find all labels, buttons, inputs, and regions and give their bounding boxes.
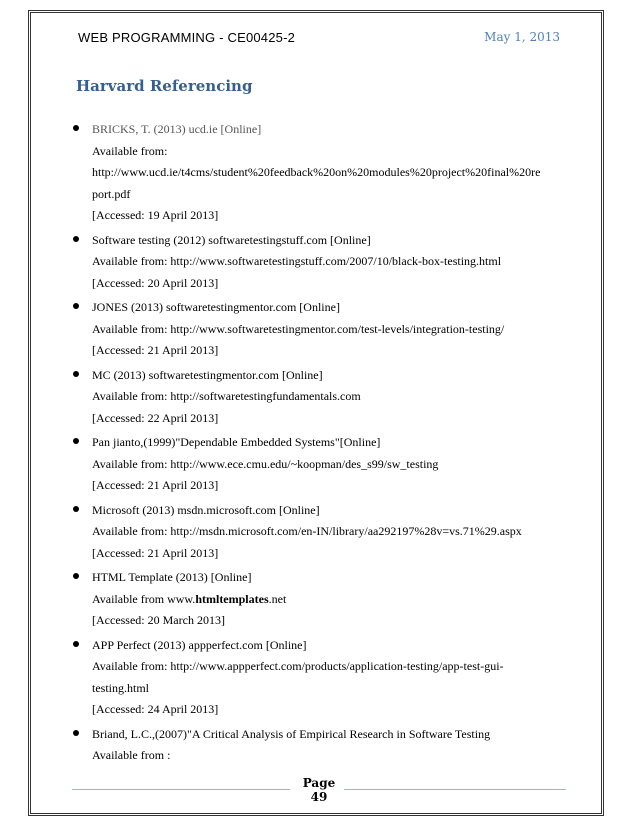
reference-url[interactable]: Available from: http://www.softwaretestingmentor.com/test-levels/integration-testing/: [92, 321, 505, 336]
reference-title: Software testing (2012) softwaretestingstuff.com [Online]: [92, 232, 371, 247]
header-course-title: WEB PROGRAMMING - CE00425-2: [78, 30, 296, 45]
reference-item: [60, 432, 580, 497]
reference-url-continued[interactable]: testing.html: [92, 680, 149, 695]
footer-divider-left: [72, 789, 290, 790]
reference-item: [60, 297, 580, 362]
bullet-icon: [73, 506, 79, 512]
reference-url[interactable]: Available from: http://msdn.microsoft.com/en-IN/library/aa292197%28v=vs.71%29.aspx: [92, 524, 522, 538]
section-heading: Harvard Referencing: [76, 77, 253, 95]
reference-title: Microsoft (2013) msdn.microsoft.com [Online]: [92, 502, 320, 517]
reference-accessed: [Accessed: 24 April 2013]: [92, 702, 219, 716]
bullet-icon: [73, 573, 79, 579]
url-bold-part: htmltemplates: [195, 591, 269, 606]
bullet-icon: [73, 236, 79, 242]
reference-url[interactable]: Available from: http://www.appperfect.com/products/application-testing/app-test-gui-: [92, 659, 504, 673]
reference-title: HTML Template (2013) [Online]: [92, 570, 252, 584]
bullet-icon: [73, 125, 79, 131]
bullet-icon: [73, 303, 79, 309]
reference-item: [60, 230, 580, 295]
reference-accessed: [Accessed: 21 April 2013]: [92, 478, 219, 492]
reference-item: [60, 119, 580, 227]
page-number-label: [296, 776, 342, 804]
reference-url[interactable]: [92, 589, 580, 611]
reference-accessed: [Accessed: 20 April 2013]: [92, 275, 219, 290]
reference-title: Briand, L.C.,(2007)"A Critical Analysis of Empirical Research in Software Testing: [92, 726, 491, 741]
reference-list: [60, 119, 580, 770]
reference-url[interactable]: Available from: http://www.softwaretestingstuff.com/2007/10/black-box-testing.html: [92, 254, 502, 268]
reference-url[interactable]: Available from: http://www.ece.cmu.edu/~koopman/des_s99/sw_testing: [92, 456, 439, 471]
reference-item: [60, 635, 580, 721]
reference-url[interactable]: http://www.ucd.ie/t4cms/student%20feedback%20on%20modules%20project%20final%20re: [92, 165, 541, 179]
reference-accessed: [Accessed: 22 April 2013]: [92, 410, 219, 425]
reference-accessed: [Accessed: 21 April 2013]: [92, 545, 219, 560]
reference-item: [60, 365, 580, 430]
bullet-icon: [73, 438, 79, 444]
reference-item: [60, 500, 580, 565]
reference-url: Available from :: [92, 748, 171, 762]
reference-accessed: [Accessed: 19 April 2013]: [92, 208, 219, 222]
reference-url-continued[interactable]: port.pdf: [92, 186, 131, 201]
reference-item: [60, 724, 580, 767]
footer-divider-right: [344, 789, 566, 790]
bullet-icon: [73, 641, 79, 647]
reference-available-label: Available from:: [92, 143, 168, 158]
page-number: 49: [310, 790, 328, 804]
reference-item: [60, 567, 580, 632]
reference-title: Pan jianto,(1999)"Dependable Embedded Systems"[Online]: [92, 435, 381, 449]
bullet-icon: [73, 371, 79, 377]
reference-accessed: [Accessed: 20 March 2013]: [92, 613, 225, 627]
reference-title: APP Perfect (2013) appperfect.com [Online]: [92, 637, 307, 652]
url-suffix: .net: [268, 591, 287, 606]
reference-title: JONES (2013) softwaretestingmentor.com [Online]: [92, 300, 340, 314]
reference-accessed: [Accessed: 21 April 2013]: [92, 343, 219, 357]
reference-title: BRICKS, T. (2013) ucd.ie [Online]: [92, 122, 262, 136]
header-date: May 1, 2013: [484, 30, 560, 44]
bullet-icon: [73, 730, 79, 736]
url-prefix: Available from www.: [92, 591, 196, 606]
reference-url[interactable]: Available from: http://softwaretestingfundamentals.com: [92, 389, 361, 403]
page-word: Page: [302, 776, 336, 790]
reference-title: MC (2013) softwaretestingmentor.com [Online]: [92, 367, 323, 382]
